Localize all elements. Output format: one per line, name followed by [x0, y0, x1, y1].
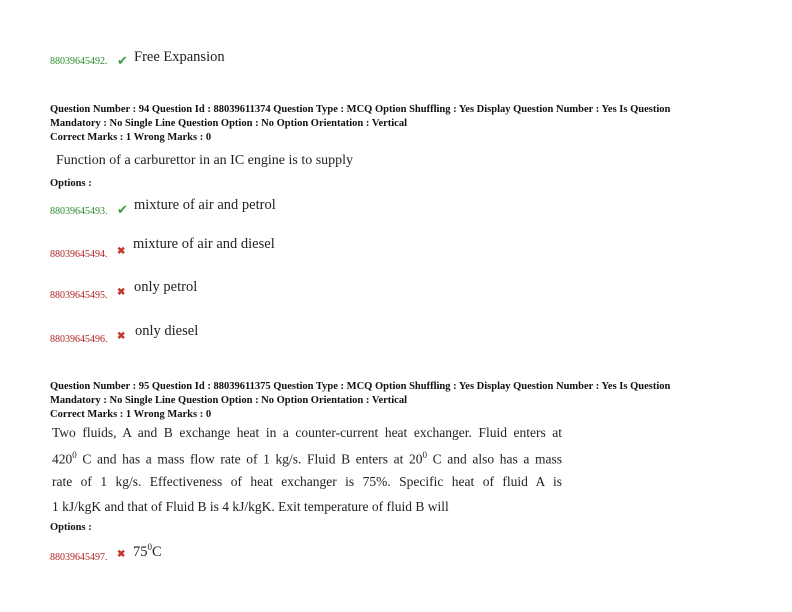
option-id: 88039645495. [50, 290, 108, 301]
question-meta-line1: Question Number : 95 Question Id : 88039611375 Question Type : MCQ Option Shuffling : Yes Display Question Number : Yes Is Question [50, 381, 671, 392]
options-label: Options : [50, 178, 92, 189]
question-text-line: Two fluids, A and B exchange heat in a counter-current heat exchanger. Fluid enters at [52, 425, 562, 440]
check-icon: ✔ [117, 53, 128, 68]
option-text: mixture of air and diesel [133, 236, 275, 252]
option-text: only diesel [135, 323, 199, 339]
option-id: 88039645496. [50, 334, 108, 345]
question-text-line: $420^0$ C and has a mass flow rate of 1 kg/s. Fluid B enters at $20^0$ C and also has a mass [52, 449, 562, 466]
option-id: 88039645494. [50, 249, 108, 260]
question-meta-line2: Mandatory : No Single Line Question Option : No Option Orientation : Vertical [50, 118, 408, 129]
check-icon: ✔ [117, 202, 128, 217]
cross-icon: ✖ [117, 246, 126, 257]
option-text: only petrol [134, 279, 198, 295]
option-id: 88039645497. [50, 552, 108, 563]
cross-icon: ✖ [117, 549, 126, 560]
options-label: Options : [50, 522, 92, 533]
option-id: 88039645492. [50, 56, 108, 67]
option-text: $75^0C$ [133, 542, 162, 560]
option-id: 88039645493. [50, 206, 108, 217]
question-text [52, 425, 562, 523]
cross-icon: ✖ [117, 287, 126, 298]
question-meta-line2: Mandatory : No Single Line Question Option : No Option Orientation : Vertical [50, 395, 408, 406]
cross-icon: ✖ [117, 331, 126, 342]
question-text-line: rate of 1 kg/s. Effectiveness of heat exchanger is 75%. Specific heat of fluid A is [52, 474, 562, 489]
option-text: mixture of air and petrol [134, 197, 276, 213]
question-marks: Correct Marks : 1 Wrong Marks : 0 [50, 409, 212, 420]
option-text: Free Expansion [134, 49, 225, 65]
question-marks: Correct Marks : 1 Wrong Marks : 0 [50, 132, 212, 143]
question-meta-line1: Question Number : 94 Question Id : 88039611374 Question Type : MCQ Option Shuffling : Yes Display Question Number : Yes Is Question [50, 104, 671, 115]
question-text: Function of a carburettor in an IC engine is to supply [56, 153, 354, 168]
question-text-line: 1 kJ/kgK and that of Fluid B is 4 kJ/kgK. Exit temperature of fluid B will [52, 498, 449, 514]
